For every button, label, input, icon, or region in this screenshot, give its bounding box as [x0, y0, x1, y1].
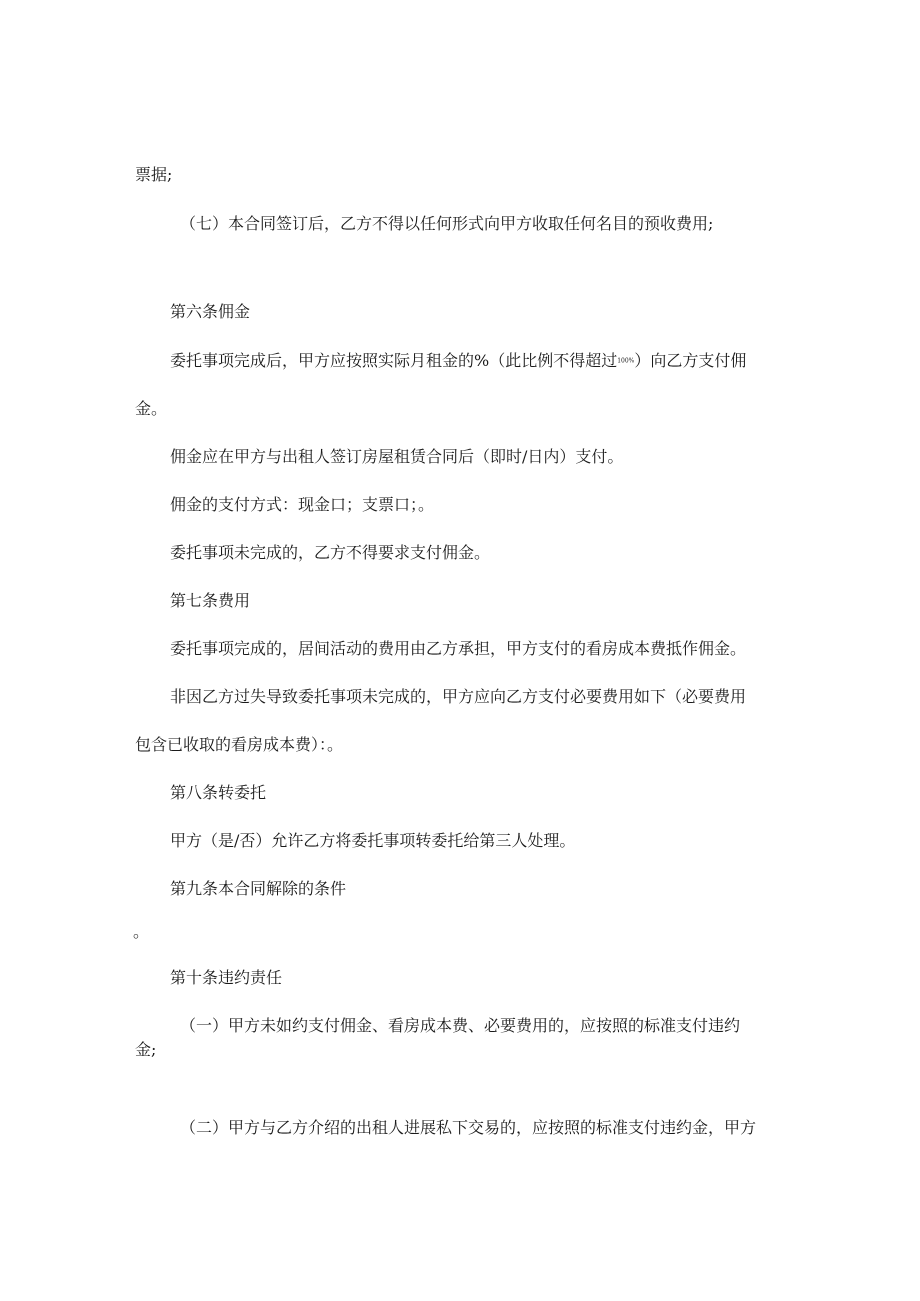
- section-heading: 第十条违约责任: [170, 968, 283, 987]
- text-run-small: 100%: [617, 357, 635, 365]
- paragraph-line: 甲方（是/否）允许乙方将委托事项转委托给第三人处理。: [170, 831, 576, 850]
- text-run: 委托事项完成后，甲方应按照实际月租金的%（此比例不得超过: [170, 351, 618, 370]
- paragraph-line: 佣金的支付方式：现金口；支票口；。: [170, 495, 435, 514]
- paragraph-line: 票据;: [135, 165, 173, 184]
- section-heading: 第九条本合同解除的条件: [170, 879, 347, 898]
- paragraph-line: （一）甲方未如约支付佣金、看房成本费、必要费用的，应按照的标准支付违约: [180, 1016, 741, 1035]
- text-run: ）向乙方支付佣: [634, 351, 747, 370]
- paragraph-line: 非因乙方过失导致委托事项未完成的，甲方应向乙方支付必要费用如下（必要费用: [170, 687, 747, 706]
- paragraph-line: 。: [133, 922, 150, 941]
- paragraph-line: 金。: [135, 399, 168, 418]
- section-heading: 第八条转委托: [170, 783, 267, 802]
- paragraph-line: 包含已收取的看房成本费）：。: [135, 735, 344, 754]
- paragraph-line: 金;: [135, 1040, 157, 1059]
- paragraph-line: （二）甲方与乙方介绍的出租人进展私下交易的，应按照的标准支付违约金，甲方: [180, 1118, 757, 1137]
- paragraph-line: 委托事项未完成的，乙方不得要求支付佣金。: [170, 543, 491, 562]
- paragraph-line: （七）本合同签订后，乙方不得以任何形式向甲方收取任何名目的预收费用;: [180, 214, 714, 233]
- paragraph-line: 佣金应在甲方与出租人签订房屋租赁合同后（即时/日内）支付。: [170, 447, 624, 466]
- section-heading: 第六条佣金: [170, 302, 251, 321]
- paragraph-line: 委托事项完成的，居间活动的费用由乙方承担，甲方支付的看房成本费抵作佣金。: [170, 639, 747, 658]
- paragraph-line: [170, 351, 746, 372]
- section-heading: 第七条费用: [170, 591, 251, 610]
